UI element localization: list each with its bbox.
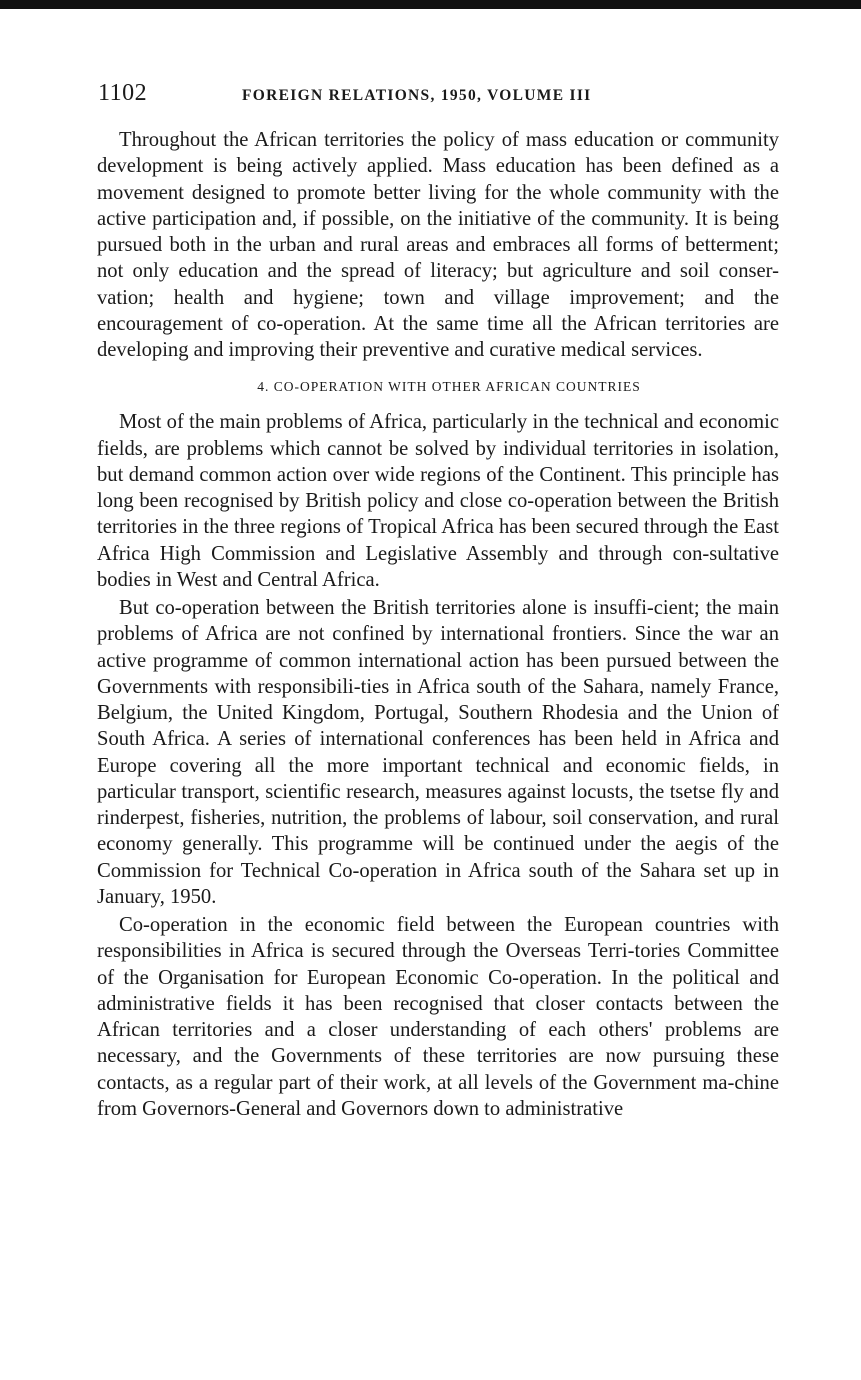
paragraph-international-cooperation: But co-operation between the British territories alone is insuffi-cient; the main problems of Africa are not confined by international frontiers. Since the war an active programme of common international action has been pursued between the Governments with responsibili-ties in Africa south of the Sahara, namely France, Belgium, the United Kingdom, Portugal, Southern Rhodesia and the Union of South Africa. A series of international conferences has been held in Africa and Europe covering all the more important technical and economic fields, in particular transport, scientific research, measures against locusts, the tsetse fly and rinderpest, fisheries, nutrition, the problems of labour, soil conservation, and rural economy generally. This programme will be continued under the aegis of the Commission for Technical Co-operation in Africa south of the Sahara set up in January, 1950. <box>97 597 779 908</box>
page-top-edge <box>0 0 861 9</box>
paragraph-main-problems: Most of the main problems of Africa, particularly in the technical and economic fields, are problems which cannot be solved by individual territories in isolation, but demand common action over wide regions of the Continent. This principle has long been recognised by British policy and close co-operation between the British territories in the three regions of Tropical Africa has been secured through the East Africa High Commission and Legislative Assembly and through con-sultative bodies in West and Central Africa. <box>97 411 779 591</box>
paragraph-mass-education: Throughout the African territories the policy of mass education or community development is being actively applied. Mass education has been defined as a movement designed to promote better living for the whole community with the active participation and, if possible, on the initiative of the community. It is being pursued both in the urban and rural areas and embraces all forms of betterment; not only education and the spread of literacy; but agriculture and soil conser-vation; health and hygiene; town and village improvement; and the encouragement of co-operation. At the same time all the African territories are developing and improving their preventive and curative medical services. <box>97 129 779 361</box>
document-body <box>97 127 779 1122</box>
page-number: 1102 <box>98 80 148 106</box>
page-header <box>98 80 778 112</box>
section-heading: 4. CO-OPERATION WITH OTHER AFRICAN COUNTRIES <box>257 379 641 395</box>
running-head: FOREIGN RELATIONS, 1950, VOLUME III <box>242 87 592 104</box>
paragraph-economic-cooperation: Co-operation in the economic field between the European countries with responsibilities in Africa is secured through the Overseas Terri-tories Committee of the Organisation for European Economic Co-operation. In the political and administrative fields it has been recognised that closer contacts between the African territories and a closer understanding of each others' problems are necessary, and the Governments of these territories are now pursuing these contacts, as a regular part of their work, at all levels of the Government ma-chine from Governors-General and Governors down to administrative <box>97 914 779 1120</box>
